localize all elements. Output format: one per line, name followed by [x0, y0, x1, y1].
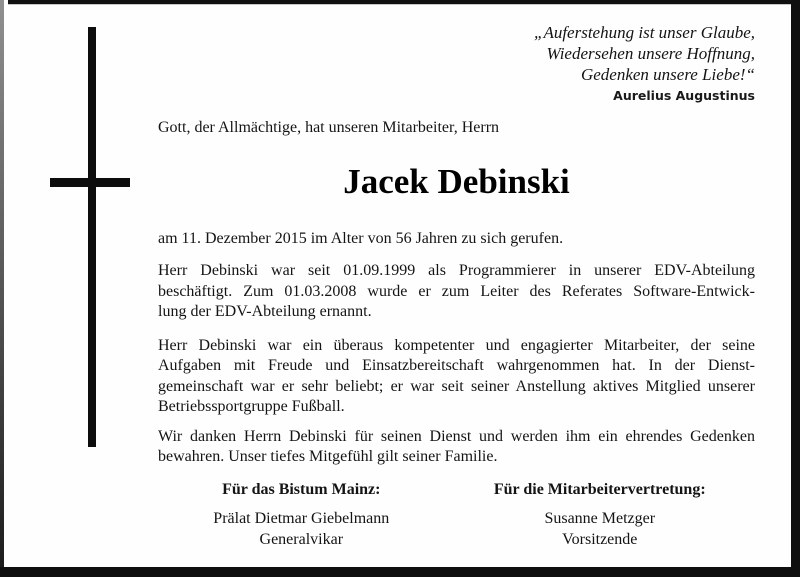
- text-line: Betriebssportgruppe Fußball.: [158, 398, 345, 415]
- signatory-role: Vorsitzende: [562, 530, 638, 548]
- signature-section: [158, 482, 755, 550]
- text-line: Herr Debinski war seit 01.09.1999 als Programmierer in unserer EDV-Abteilung: [158, 262, 755, 279]
- signature-mitarbeitervertretung: [445, 482, 755, 550]
- signatory-name: Prälat Dietmar Giebelmann: [213, 509, 390, 527]
- signatory-role: Generalvikar: [259, 530, 344, 548]
- paragraph-employment: [158, 261, 755, 323]
- text-line: lung der EDV-Abteilung ernannt.: [158, 303, 372, 320]
- text-line: beschäftigt. Zum 01.03.2008 wurde er zum Leiter des Referates Software-Entwick-: [158, 282, 755, 300]
- text-line: Herr Debinski war ein überaus kompetenter und engagierter Mitarbeiter, der seine: [158, 336, 755, 354]
- deceased-name: Jacek Debinski: [343, 161, 570, 201]
- quote-attribution: Aurelius Augustinus: [613, 88, 755, 103]
- intro-line: Gott, der Allmächtige, hat unseren Mitarbeiter, Herrn: [158, 119, 500, 136]
- text-line: bewahren. Unser tiefes Mitgefühl gilt seiner Familie.: [158, 448, 498, 465]
- quote-line: Gedenken unsere Liebe!“: [580, 65, 755, 84]
- quote-line: „Auferstehung ist unser Glaube,: [534, 23, 755, 42]
- frame-edge-right: [791, 0, 800, 577]
- text-line: gemeinschaft war er sehr beliebt; er war seit seiner Anstellung aktives Mitglied unserer: [158, 377, 755, 395]
- frame-edge-left: [0, 0, 4, 577]
- paragraph-thanks: [158, 427, 755, 468]
- signature-heading: Für das Bistum Mainz:: [222, 480, 381, 498]
- paragraph-character: [158, 336, 755, 418]
- signature-bistum: [158, 482, 445, 550]
- quote-line: Wiedersehen unsere Hoffnung,: [546, 44, 755, 63]
- text-line: Aufgaben mit Freude und Einsatzbereitschaft wahrgenommen hat. In der Dienst-: [158, 357, 755, 374]
- signatory-name: Susanne Metzger: [544, 509, 656, 527]
- text-line: Wir danken Herrn Debinski für seinen Dienst und werden ihm ein ehrendes Gedenken: [158, 427, 755, 445]
- signature-heading: Für die Mitarbeitervertretung:: [493, 480, 706, 498]
- death-line: am 11. Dezember 2015 im Alter von 56 Jahren zu sich gerufen.: [158, 229, 564, 247]
- obituary-body: [158, 0, 755, 550]
- frame-edge-bottom: [0, 567, 800, 577]
